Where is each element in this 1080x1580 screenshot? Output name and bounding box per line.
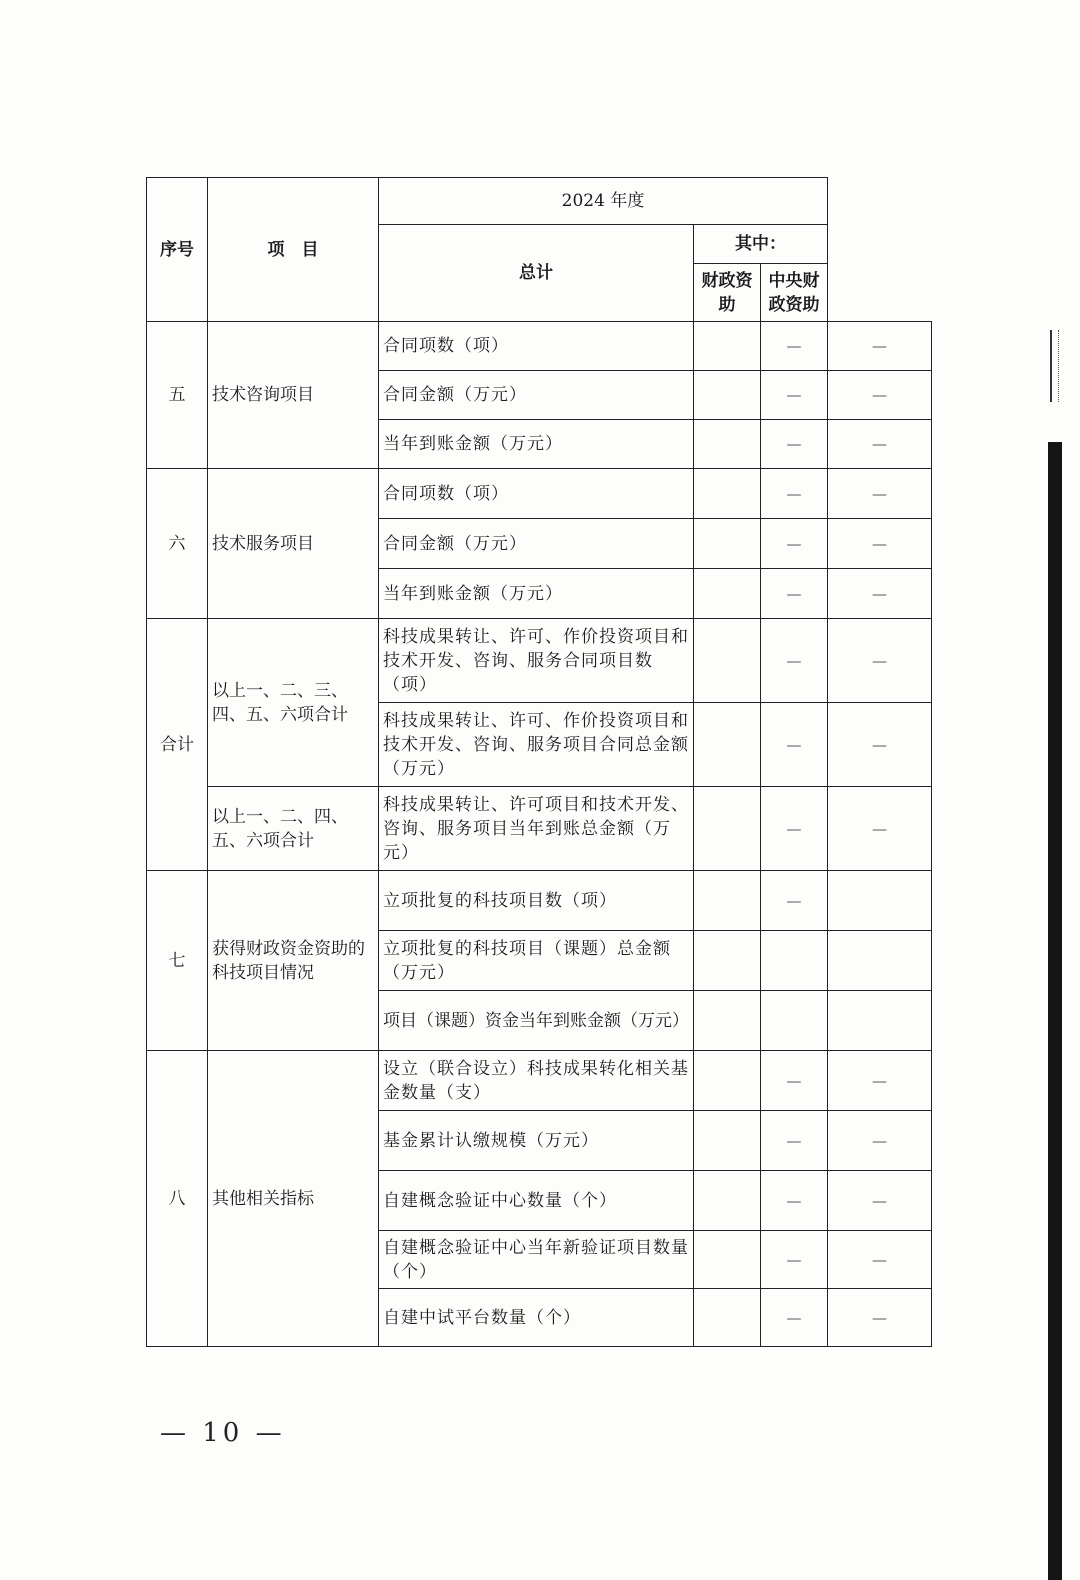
table-row: [147, 619, 932, 703]
table-row: [147, 322, 932, 371]
dash-cell: —: [828, 569, 932, 619]
dash-cell: —: [828, 420, 932, 469]
dash-cell: —: [761, 1171, 828, 1231]
total-cell: [694, 420, 761, 469]
table-row: [147, 1051, 932, 1111]
dash-cell: —: [828, 619, 932, 703]
row-item: 合同项数（项）: [379, 322, 694, 371]
header-year: 2024 年度: [379, 178, 828, 225]
total-cell: [694, 991, 761, 1051]
row-item: 科技成果转让、许可、作价投资项目和技术开发、咨询、服务合同项目数（项）: [379, 619, 694, 703]
dash-cell: —: [828, 1231, 932, 1289]
page-number: — 10 —: [160, 1418, 286, 1448]
total-cell: [694, 1289, 761, 1347]
section-category: 以上一、二、三、四、五、六项合计: [208, 619, 379, 787]
total-cell: [694, 469, 761, 519]
empty-cell: [828, 871, 932, 931]
dash-cell: —: [761, 871, 828, 931]
dash-cell: —: [761, 469, 828, 519]
row-item: 当年到账金额（万元）: [379, 420, 694, 469]
section-category: 获得财政资金资助的科技项目情况: [208, 871, 379, 1051]
total-cell: [694, 619, 761, 703]
total-cell: [694, 1111, 761, 1171]
dash-cell: —: [828, 1171, 932, 1231]
dash-cell: —: [828, 519, 932, 569]
empty-cell: [761, 991, 828, 1051]
total-cell: [694, 569, 761, 619]
dash-cell: —: [828, 469, 932, 519]
row-item: 合同金额（万元）: [379, 519, 694, 569]
statistics-table: [146, 177, 932, 1347]
row-item: 项目（课题）资金当年到账金额（万元）: [379, 991, 694, 1051]
row-item: 科技成果转让、许可项目和技术开发、咨询、服务项目当年到账总金额（万元）: [379, 787, 694, 871]
section-category: 其他相关指标: [208, 1051, 379, 1347]
table-row: [147, 787, 932, 871]
header-central-fiscal-aid: 中央财政资助: [761, 264, 828, 322]
total-cell: [694, 371, 761, 420]
section-seq: 七: [147, 871, 208, 1051]
scan-edge-mark: [1050, 330, 1059, 402]
dash-cell: —: [828, 1289, 932, 1347]
total-cell: [694, 1051, 761, 1111]
row-item: 立项批复的科技项目（课题）总金额（万元）: [379, 931, 694, 991]
dash-cell: —: [828, 1051, 932, 1111]
section-seq: 五: [147, 322, 208, 469]
total-cell: [694, 703, 761, 787]
section-category: 技术咨询项目: [208, 322, 379, 469]
row-item: 自建概念验证中心当年新验证项目数量（个）: [379, 1231, 694, 1289]
dash-cell: —: [761, 1111, 828, 1171]
table-row: [147, 871, 932, 931]
empty-cell: [828, 991, 932, 1051]
total-cell: [694, 519, 761, 569]
row-item: 合同金额（万元）: [379, 371, 694, 420]
dash-cell: —: [828, 787, 932, 871]
dash-cell: —: [828, 1111, 932, 1171]
section-seq: 八: [147, 1051, 208, 1347]
dash-cell: —: [761, 1289, 828, 1347]
total-cell: [694, 322, 761, 371]
dash-cell: —: [761, 371, 828, 420]
dash-cell: —: [761, 519, 828, 569]
row-item: 设立（联合设立）科技成果转化相关基金数量（支）: [379, 1051, 694, 1111]
dash-cell: —: [761, 420, 828, 469]
total-cell: [694, 1171, 761, 1231]
total-cell: [694, 931, 761, 991]
scan-edge-shadow: [1048, 442, 1062, 1580]
row-item: 自建概念验证中心数量（个）: [379, 1171, 694, 1231]
row-item: 当年到账金额（万元）: [379, 569, 694, 619]
row-item: 立项批复的科技项目数（项）: [379, 871, 694, 931]
header-of-which: 其中：: [694, 225, 828, 264]
dash-cell: —: [828, 371, 932, 420]
header-fiscal-aid: 财政资助: [694, 264, 761, 322]
dash-cell: —: [761, 322, 828, 371]
row-item: 合同项数（项）: [379, 469, 694, 519]
dash-cell: —: [761, 703, 828, 787]
row-item: 科技成果转让、许可、作价投资项目和技术开发、咨询、服务项目合同总金额（万元）: [379, 703, 694, 787]
dash-cell: —: [761, 569, 828, 619]
dash-cell: —: [761, 619, 828, 703]
table-row: [147, 469, 932, 519]
empty-cell: [828, 931, 932, 991]
dash-cell: —: [828, 322, 932, 371]
header-seq: 序号: [147, 178, 208, 322]
empty-cell: [761, 931, 828, 991]
dash-cell: —: [761, 1051, 828, 1111]
dash-cell: —: [761, 787, 828, 871]
section-seq: 六: [147, 469, 208, 619]
dash-cell: —: [761, 1231, 828, 1289]
total-cell: [694, 1231, 761, 1289]
section-category: 以上一、二、四、五、六项合计: [208, 787, 379, 871]
header-row: [147, 178, 932, 225]
header-item: 项 目: [208, 178, 379, 322]
section-category: 技术服务项目: [208, 469, 379, 619]
total-cell: [694, 787, 761, 871]
total-cell: [694, 871, 761, 931]
section-seq: 合计: [147, 619, 208, 871]
row-item: 基金累计认缴规模（万元）: [379, 1111, 694, 1171]
dash-cell: —: [828, 703, 932, 787]
header-total: 总计: [379, 225, 694, 322]
row-item: 自建中试平台数量（个）: [379, 1289, 694, 1347]
